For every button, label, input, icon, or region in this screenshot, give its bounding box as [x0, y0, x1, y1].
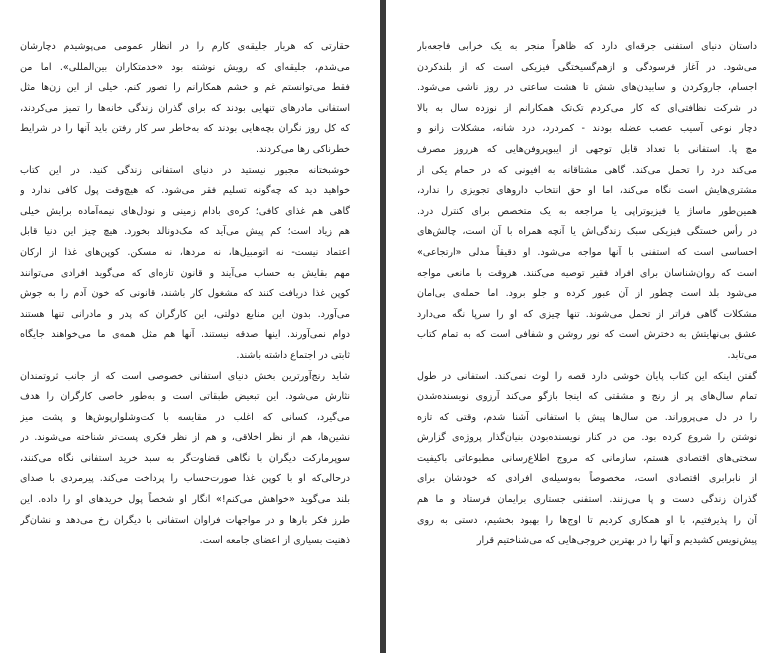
paragraph — [20, 161, 350, 367]
text-line: هم زیاد است؛ کم پیش می‌آید که مک‌دونالد بخورد. هیچ چیز این دنیا قابل — [20, 226, 350, 238]
text-line: طرز فکر بارها و در مواجهات فراوان استفانی با دیگران رخ می‌دهد و نشان‌گر — [20, 514, 350, 526]
text-line: می‌گیرد، کسانی که اغلب در مقایسه با کت‌وشلوارپوش‌ها و پشت میز — [20, 411, 350, 423]
text-line: گاهی هم غذای کافی؛ کره‌ی بادام زمینی و نودل‌های نیمه‌آماده برایش خیلی — [20, 205, 350, 217]
left-page — [0, 0, 366, 653]
text-line: از نابرابری اقتصادی است، مخصوصاً به‌وسیله‌ی افرادی که خودشان برای — [417, 473, 757, 485]
text-line: است که روان‌شناسان برای افراد فقیر توصیه می‌کنند. هروقت با مانعی مواجه — [417, 267, 757, 279]
text-line: اعتماد نیست- نه اتومبیل‌ها، نه مردها، نه مسکن. کوپن‌های غذا از ارکان — [20, 246, 350, 258]
text-line: می‌تابد. — [727, 349, 757, 361]
text-line: گذران زندگی دست و پا می‌زنند. استفنی جستاری برایمان فرستاد و ما هم — [417, 494, 757, 506]
text-line: استفانی مادرهای تنهایی بودند که برای گذران زندگی خانه‌ها را تمیز می‌کردند، — [20, 102, 350, 114]
text-line: در رأس خستگی فیزیکی سبک زندگی‌اش یا آنچه همراه با آن است، چالش‌های — [417, 226, 757, 238]
text-line: که کل روز نگران بچه‌هایی بودند که به‌خاطر سر کار رفتن باید آنها را در شرایط — [20, 123, 350, 135]
paragraph — [20, 37, 350, 161]
text-line: بلند می‌گوید «خواهش می‌کنم!» انگار او شخصاً پول خریدهای او را داده. این — [20, 494, 350, 506]
text-line: درحالی‌که او با کوپن غذا صورت‌حساب را پرداخت می‌کند. پیرمردی با صدای — [20, 473, 350, 485]
text-line: گفتن اینکه این کتاب پایان خوشی دارد قصه را لوث نمی‌کند. استفانی در طول — [417, 370, 757, 382]
text-line: خطرناکی رها می‌کردند. — [256, 143, 350, 155]
text-line: سختی‌های اقتصادی هستم، سازمانی که مروج اطلاع‌رسانی مطبوعاتی باکیفیت — [417, 452, 757, 464]
paragraph — [20, 367, 350, 552]
left-page-text — [20, 37, 350, 552]
text-line: مشتری‌هایش است نگاه می‌کند، اما او حق انتخاب داروهای تجویزی را ندارد، — [417, 185, 757, 197]
text-line: سوپرمارکت دیگران با نگاهی قضاوت‌گر به سبد خرید استفانی نگاه می‌کنند، — [20, 452, 350, 464]
text-line: مچ پا. استفانی با تعداد قابل توجهی از ایبوپروفن‌هایی که هرروز مصرف — [417, 143, 757, 155]
text-line: دچار نوعی آسیب عصب عضله بودند - کمردرد، درد شانه، مشکلات زانو و — [417, 123, 757, 135]
text-line: نوشتن را شروع کرده بود. من در کنار نویسنده‌بودن بنیان‌گذار پروژه‌ی گزارش — [417, 432, 757, 444]
text-line: شاید رنج‌آورترین بخش دنیای استفانی خصوصی است که از جانب ثروتمندان — [20, 370, 350, 382]
text-line: ثابتی در اجتماع داشته باشند. — [236, 349, 350, 361]
paragraph — [417, 37, 757, 367]
right-page — [399, 0, 768, 653]
text-line: عشق بی‌نهایتش به دخترش است که نور روشن و شفافی است که به تمام کتاب — [417, 329, 757, 341]
text-line: دوام نمی‌آورند. اینها صدقه نیستند. آنها هم مثل همه‌ی ما می‌خواهند جایگاه — [20, 329, 350, 341]
right-page-text — [417, 37, 757, 552]
text-line: پیش‌نویس کشیدیم و آنها را در بهترین خروجی‌هایی که می‌شناختیم قرار — [476, 535, 757, 547]
text-line: آن را پذیرفتیم، با او همکاری کردیم تا اوج‌ها را بهبود بخشیم، دستی به روی — [417, 514, 757, 526]
text-line: حقارتی که هربار جلیقه‌ی کارم را در انظار عمومی می‌پوشیدم دچارشان — [20, 41, 350, 52]
book-spine — [366, 0, 399, 653]
text-line: می‌شدم، جلیقه‌ای که رویش نوشته بود «خدمتکاران بین‌المللی». اما من — [20, 61, 350, 73]
text-line: می‌شود بلد است چطور از آن عبور کرده و جلو برود. اما حمله‌ی بی‌امان — [417, 288, 757, 300]
text-line: خوشبختانه مجبور نیستید در دنیای استفانی زندگی کنید. در این کتاب — [20, 164, 350, 176]
text-line: می‌کند درد را تحمل می‌کند. گاهی مشتاقانه به افیونی که در حمام یکی از — [417, 164, 757, 176]
text-line: فقط می‌توانستم غم و خشم همکارانم را تصور کنم. خیلی از این زن‌ها مثل — [20, 82, 350, 94]
text-line: نثارش می‌شود. این تبعیض طبقاتی است و به‌طور خاصی کارگران را هدف — [20, 391, 350, 403]
text-line: نشین‌ها، هم از نظر اخلاقی، و هم از نظر فکری پست‌تر شناخته می‌شوند. در — [20, 432, 350, 444]
text-line: مهم بقایش به حساب می‌آیند و قانون تازه‌ای که می‌گوید افرادی می‌توانند — [20, 267, 350, 279]
text-line: می‌آورد. بدون این منابع دولتی، این کارگران که پدر و مادرانی تنها هستند — [20, 308, 350, 320]
text-line: را در دل می‌پروراند. من سال‌ها پیش با استفانی آشنا شدم، وقتی که تازه — [417, 411, 757, 423]
text-line: تمام سال‌های پر از رنج و مشقتی که اینجا بازگو می‌کند آرزوی نویسنده‌شدن — [417, 391, 757, 403]
text-line: احساسی است که استفنی با آنها مواجه می‌شود. او دقیقاً مدلی «ارتجاعی» — [417, 246, 757, 258]
text-line: در شرکت نظافتی‌ای که کار می‌کردم تک‌تک همکارانم از نوزده سال به بالا — [417, 102, 757, 114]
text-line: داستان دنیای استفنی جرقه‌ای دارد که ظاهراً منجر به یک خرابی فاجعه‌بار — [417, 41, 757, 52]
text-line: ذهنیت بسیاری از اعضای جامعه است. — [199, 535, 350, 547]
paragraph — [417, 367, 757, 552]
text-line: کوپن غذا دریافت کنند که مشغول کار باشند، قانونی که خون آدم را به جوش — [20, 288, 350, 300]
text-line: اجسام، جاروکردن و سابیدن‌های شش تا هشت ساعتی در روز ناشی می‌شود. — [417, 82, 757, 94]
text-line: خواهید دید که چه‌گونه تسلیم فقر می‌شود. که هیچ‌وقت پول کافی ندارد و — [20, 185, 350, 197]
text-line: می‌شود. در آغاز فرسودگی و ازهم‌گسیختگی فیزیکی است که از بلندکردن — [417, 61, 757, 73]
text-line: مشکلات گاهی فراتر از تحمل می‌شوند. تنها چیزی که او را سرپا نگه می‌دارد — [417, 308, 757, 320]
spine-divider — [380, 0, 386, 653]
text-line: همین‌طور ماساژ یا فیزیوتراپی یا مراجعه به یک متخصص برای کنترل درد. — [417, 205, 757, 217]
